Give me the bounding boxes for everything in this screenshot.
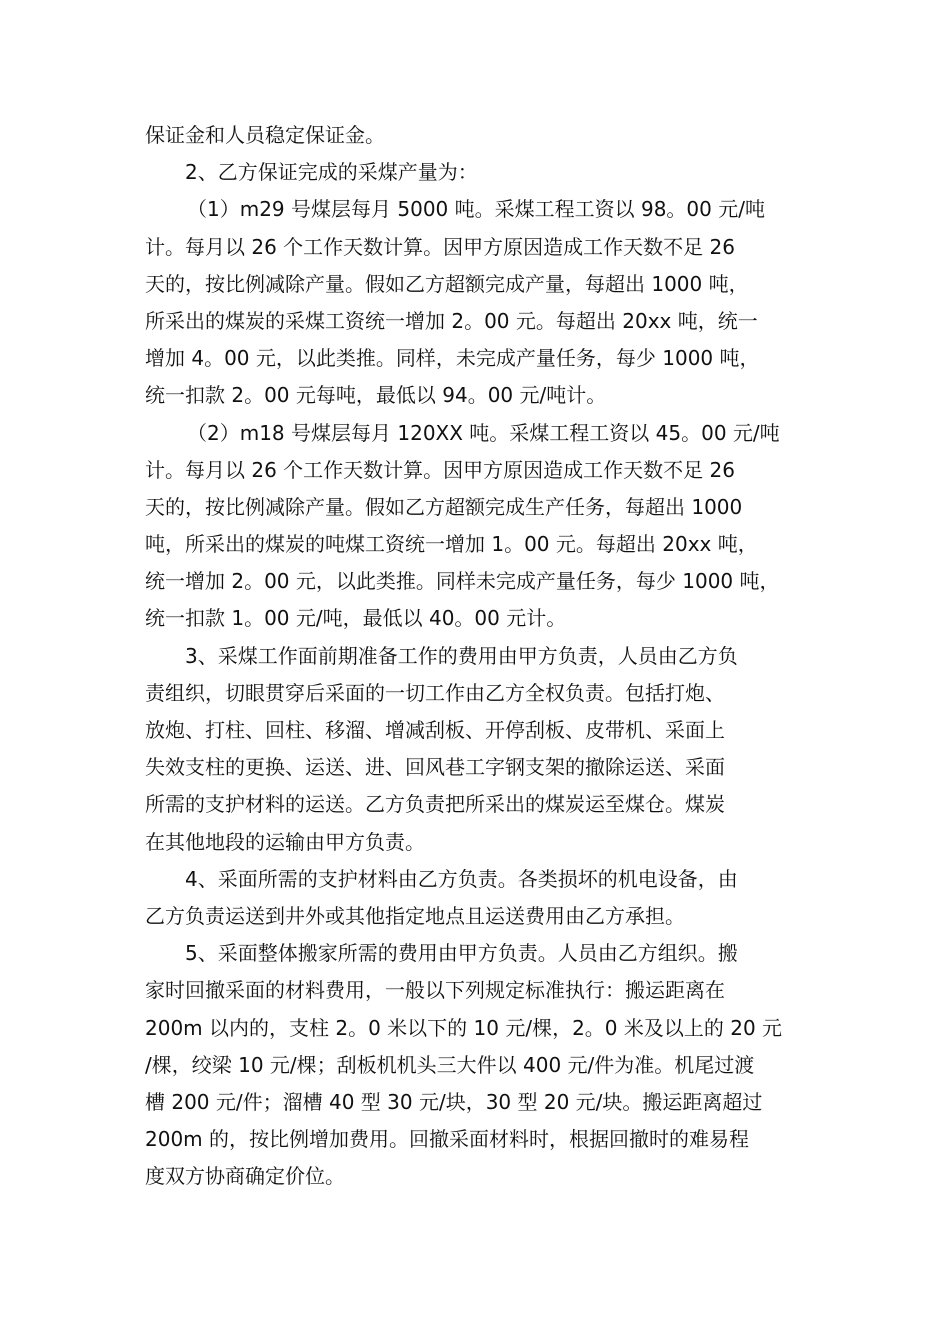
text-line: 200m 的，按比例增加费用。回撤采面材料时，根据回撤时的难易程 (145, 1127, 750, 1152)
text-line: 统一扣款 2。00 元每吨，最低以 94。00 元/吨计。 (145, 383, 607, 408)
text-line: 吨，所采出的煤炭的吨煤工资统一增加 1。00 元。每超出 20xx 吨， (145, 532, 758, 557)
text-line: /棵，绞梁 10 元/棵；刮板机机头三大件以 400 元/件为准。机尾过渡 (145, 1052, 755, 1077)
clause-1-start: （1）m29 号煤层每月 5000 吨。采煤工程工资以 98。00 元/吨 (187, 197, 765, 222)
text-line: 所需的支护材料的运送。乙方负责把所采出的煤炭运至煤仓。煤炭 (145, 792, 725, 817)
text-line: 统一增加 2。00 元，以此类推。同样未完成产量任务，每少 1000 吨， (145, 569, 780, 594)
text-line: 200m 以内的，支柱 2。0 米以下的 10 元/棵，2。0 米及以上的 20 元 (145, 1015, 783, 1040)
text-line: 槽 200 元/件；溜槽 40 型 30 元/块，30 型 20 元/块。搬运距离超过 (145, 1089, 763, 1114)
document-body (145, 117, 810, 1195)
text-line: 度双方协商确定价位。 (145, 1164, 345, 1189)
text-line: 保证金和人员稳定保证金。 (145, 123, 385, 147)
paragraph-2-heading: 2、乙方保证完成的采煤产量为： (185, 160, 478, 185)
paragraph-3-start: 3、采煤工作面前期准备工作的费用由甲方负责，人员由乙方负 (185, 643, 738, 668)
text-line: 所采出的煤炭的采煤工资统一增加 2。00 元。每超出 20xx 吨，统一 (145, 308, 758, 333)
text-line: 统一扣款 1。00 元/吨，最低以 40。00 元计。 (145, 606, 567, 631)
paragraph-4-start: 4、采面所需的支护材料由乙方负责。各类损坏的机电设备，由 (185, 866, 738, 891)
clause-2-start: （2）m18 号煤层每月 120XX 吨。采煤工程工资以 45。00 元/吨 (187, 420, 780, 445)
text-line: 增加 4。00 元，以此类推。同样，未完成产量任务，每少 1000 吨， (145, 346, 760, 371)
text-line: 计。每月以 26 个工作天数计算。因甲方原因造成工作天数不足 26 (145, 234, 735, 259)
text-line: 责组织，切眼贯穿后采面的一切工作由乙方全权负责。包括打炮、 (145, 680, 725, 705)
text-line: 放炮、打柱、回柱、移溜、增减刮板、开停刮板、皮带机、采面上 (145, 718, 725, 742)
text-line: 在其他地段的运输由甲方负责。 (145, 829, 425, 854)
text-line: 失效支柱的更换、运送、进、回风巷工字钢支架的撤除运送、采面 (145, 755, 725, 780)
text-line: 家时回撤采面的材料费用，一般以下列规定标准执行：搬运距离在 (145, 978, 725, 1003)
text-line: 乙方负责运送到井外或其他指定地点且运送费用由乙方承担。 (145, 903, 685, 928)
text-line: 计。每月以 26 个工作天数计算。因甲方原因造成工作天数不足 26 (145, 457, 735, 482)
paragraph-5-start: 5、采面整体搬家所需的费用由甲方负责。人员由乙方组织。搬 (185, 941, 738, 966)
text-line: 天的，按比例减除产量。假如乙方超额完成产量，每超出 1000 吨， (145, 271, 749, 296)
text-line: 天的，按比例减除产量。假如乙方超额完成生产任务，每超出 1000 (145, 494, 743, 519)
